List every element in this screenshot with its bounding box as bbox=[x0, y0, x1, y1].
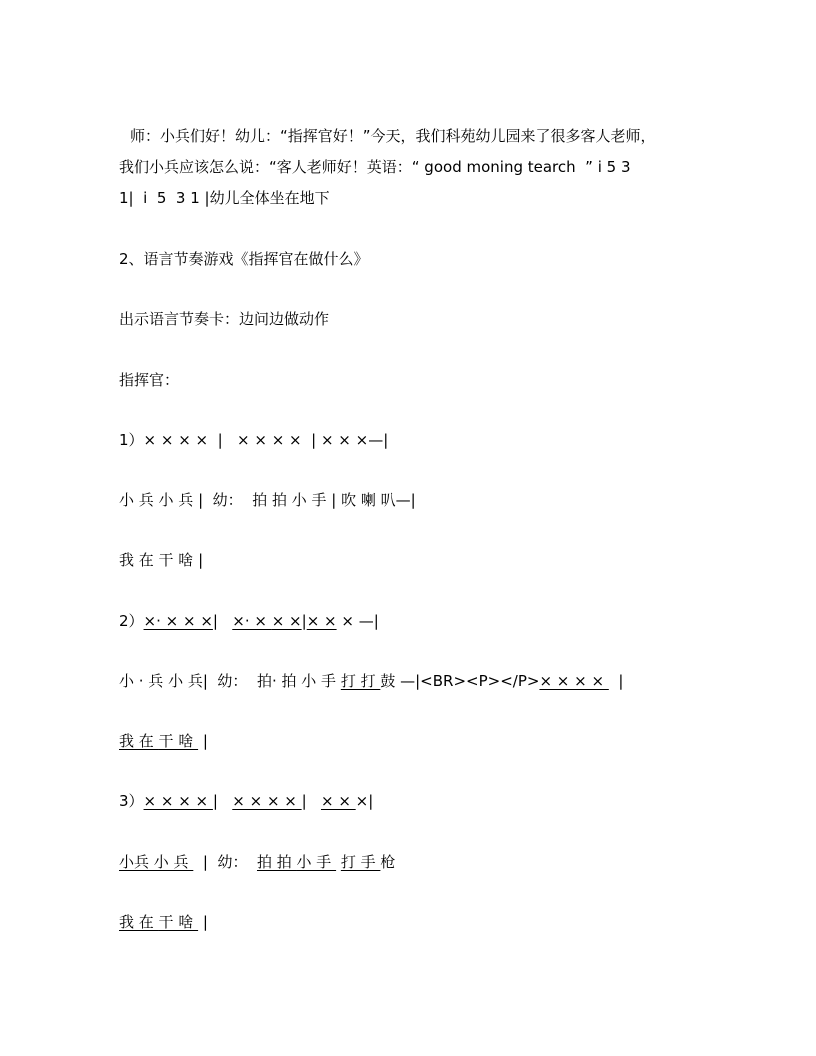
rhythm-3-question-segment: 干 啥 bbox=[158, 913, 199, 931]
intro-line-3: 1| i 5 3 1 |幼儿全体坐在地下 bbox=[119, 189, 330, 207]
rhythm-2-notation-segment: | bbox=[301, 612, 307, 630]
rhythm-2-question-segment: 干 啥 bbox=[158, 732, 199, 750]
rhythm-2-question-segment: | bbox=[198, 732, 208, 750]
rhythm-1-question: 我 在 干 啥 | bbox=[119, 551, 204, 569]
rhythm-3-notation-segment: | bbox=[301, 792, 321, 810]
rhythm-2-lyric-segment: 打 打 bbox=[340, 672, 381, 690]
rhythm-3-lyric-segment: 小 手 bbox=[296, 853, 337, 871]
intro-line-1: 师：小兵们好！幼儿：“指挥官好！”今天，我们科苑幼儿园来了很多客人老师， bbox=[130, 127, 656, 145]
commander-label: 指挥官： bbox=[119, 371, 180, 389]
rhythm-3-question bbox=[119, 912, 208, 932]
section-2-title: 2、语言节奏游戏《指挥官在做什么》 bbox=[119, 250, 369, 268]
rhythm-2-notation-segment: ×· × bbox=[143, 612, 183, 630]
rhythm-3-notation-segment: × × × × bbox=[143, 792, 213, 810]
rhythm-2-question bbox=[119, 731, 208, 751]
rhythm-2-notation-segment: | bbox=[212, 612, 233, 630]
rhythm-2-notation bbox=[119, 611, 379, 631]
rhythm-2-lyric-segment: 鼓 —|<BR><P></P> bbox=[380, 672, 540, 690]
rhythm-2-lyric-segment: 小 · 兵 小 兵| 幼： 拍· 拍 小 手 bbox=[119, 672, 341, 690]
rhythm-2-notation-segment: × × bbox=[306, 612, 337, 630]
rhythm-2-lyric-segment: | bbox=[608, 672, 624, 690]
rhythm-3-lyric-segment: | 幼： bbox=[193, 853, 257, 871]
rhythm-2-notation-segment: × × bbox=[183, 612, 213, 630]
rhythm-3-lyric-segment: 拍 拍 bbox=[256, 853, 297, 871]
rhythm-3-notation-segment: × × bbox=[320, 792, 356, 810]
rhythm-3-lyric-segment: 打 手 bbox=[340, 853, 381, 871]
rhythm-3-notation bbox=[119, 791, 373, 811]
rhythm-3-lyric-segment: 小兵 小 兵 bbox=[119, 853, 194, 871]
rhythm-2-question-segment: 我 在 bbox=[119, 732, 159, 750]
rhythm-3-notation-segment: ×| bbox=[355, 792, 374, 810]
rhythm-1-notation: 1）× × × × | × × × × | × × ×—| bbox=[119, 431, 389, 449]
rhythm-3-lyric bbox=[119, 852, 395, 872]
rhythm-2-notation-segment: ×· × bbox=[232, 612, 272, 630]
rhythm-3-notation-segment: | bbox=[212, 792, 233, 810]
rhythm-3-notation-segment: × × × × bbox=[232, 792, 302, 810]
intro-line-2: 我们小兵应该怎么说：“客人老师好！英语：“ good moning tearch ” i 5 3 bbox=[119, 158, 631, 176]
rhythm-2-lyric bbox=[119, 671, 623, 691]
rhythm-3-question-segment: 我 在 bbox=[119, 913, 159, 931]
rhythm-3-notation-segment: 3） bbox=[119, 792, 144, 810]
rhythm-2-notation-segment: × —| bbox=[336, 612, 379, 630]
rhythm-2-prefix: 2） bbox=[119, 612, 144, 630]
rhythm-2-notation-segment: × × bbox=[271, 612, 302, 630]
rhythm-1-lyric: 小 兵 小 兵 | 幼： 拍 拍 小 手 | 吹 喇 叭—| bbox=[119, 491, 416, 509]
show-card-instruction: 出示语言节奏卡：边问边做动作 bbox=[119, 310, 330, 328]
rhythm-3-question-segment: | bbox=[198, 913, 208, 931]
rhythm-2-lyric-segment: × × × × bbox=[539, 672, 609, 690]
rhythm-3-lyric-segment: 枪 bbox=[380, 853, 396, 871]
